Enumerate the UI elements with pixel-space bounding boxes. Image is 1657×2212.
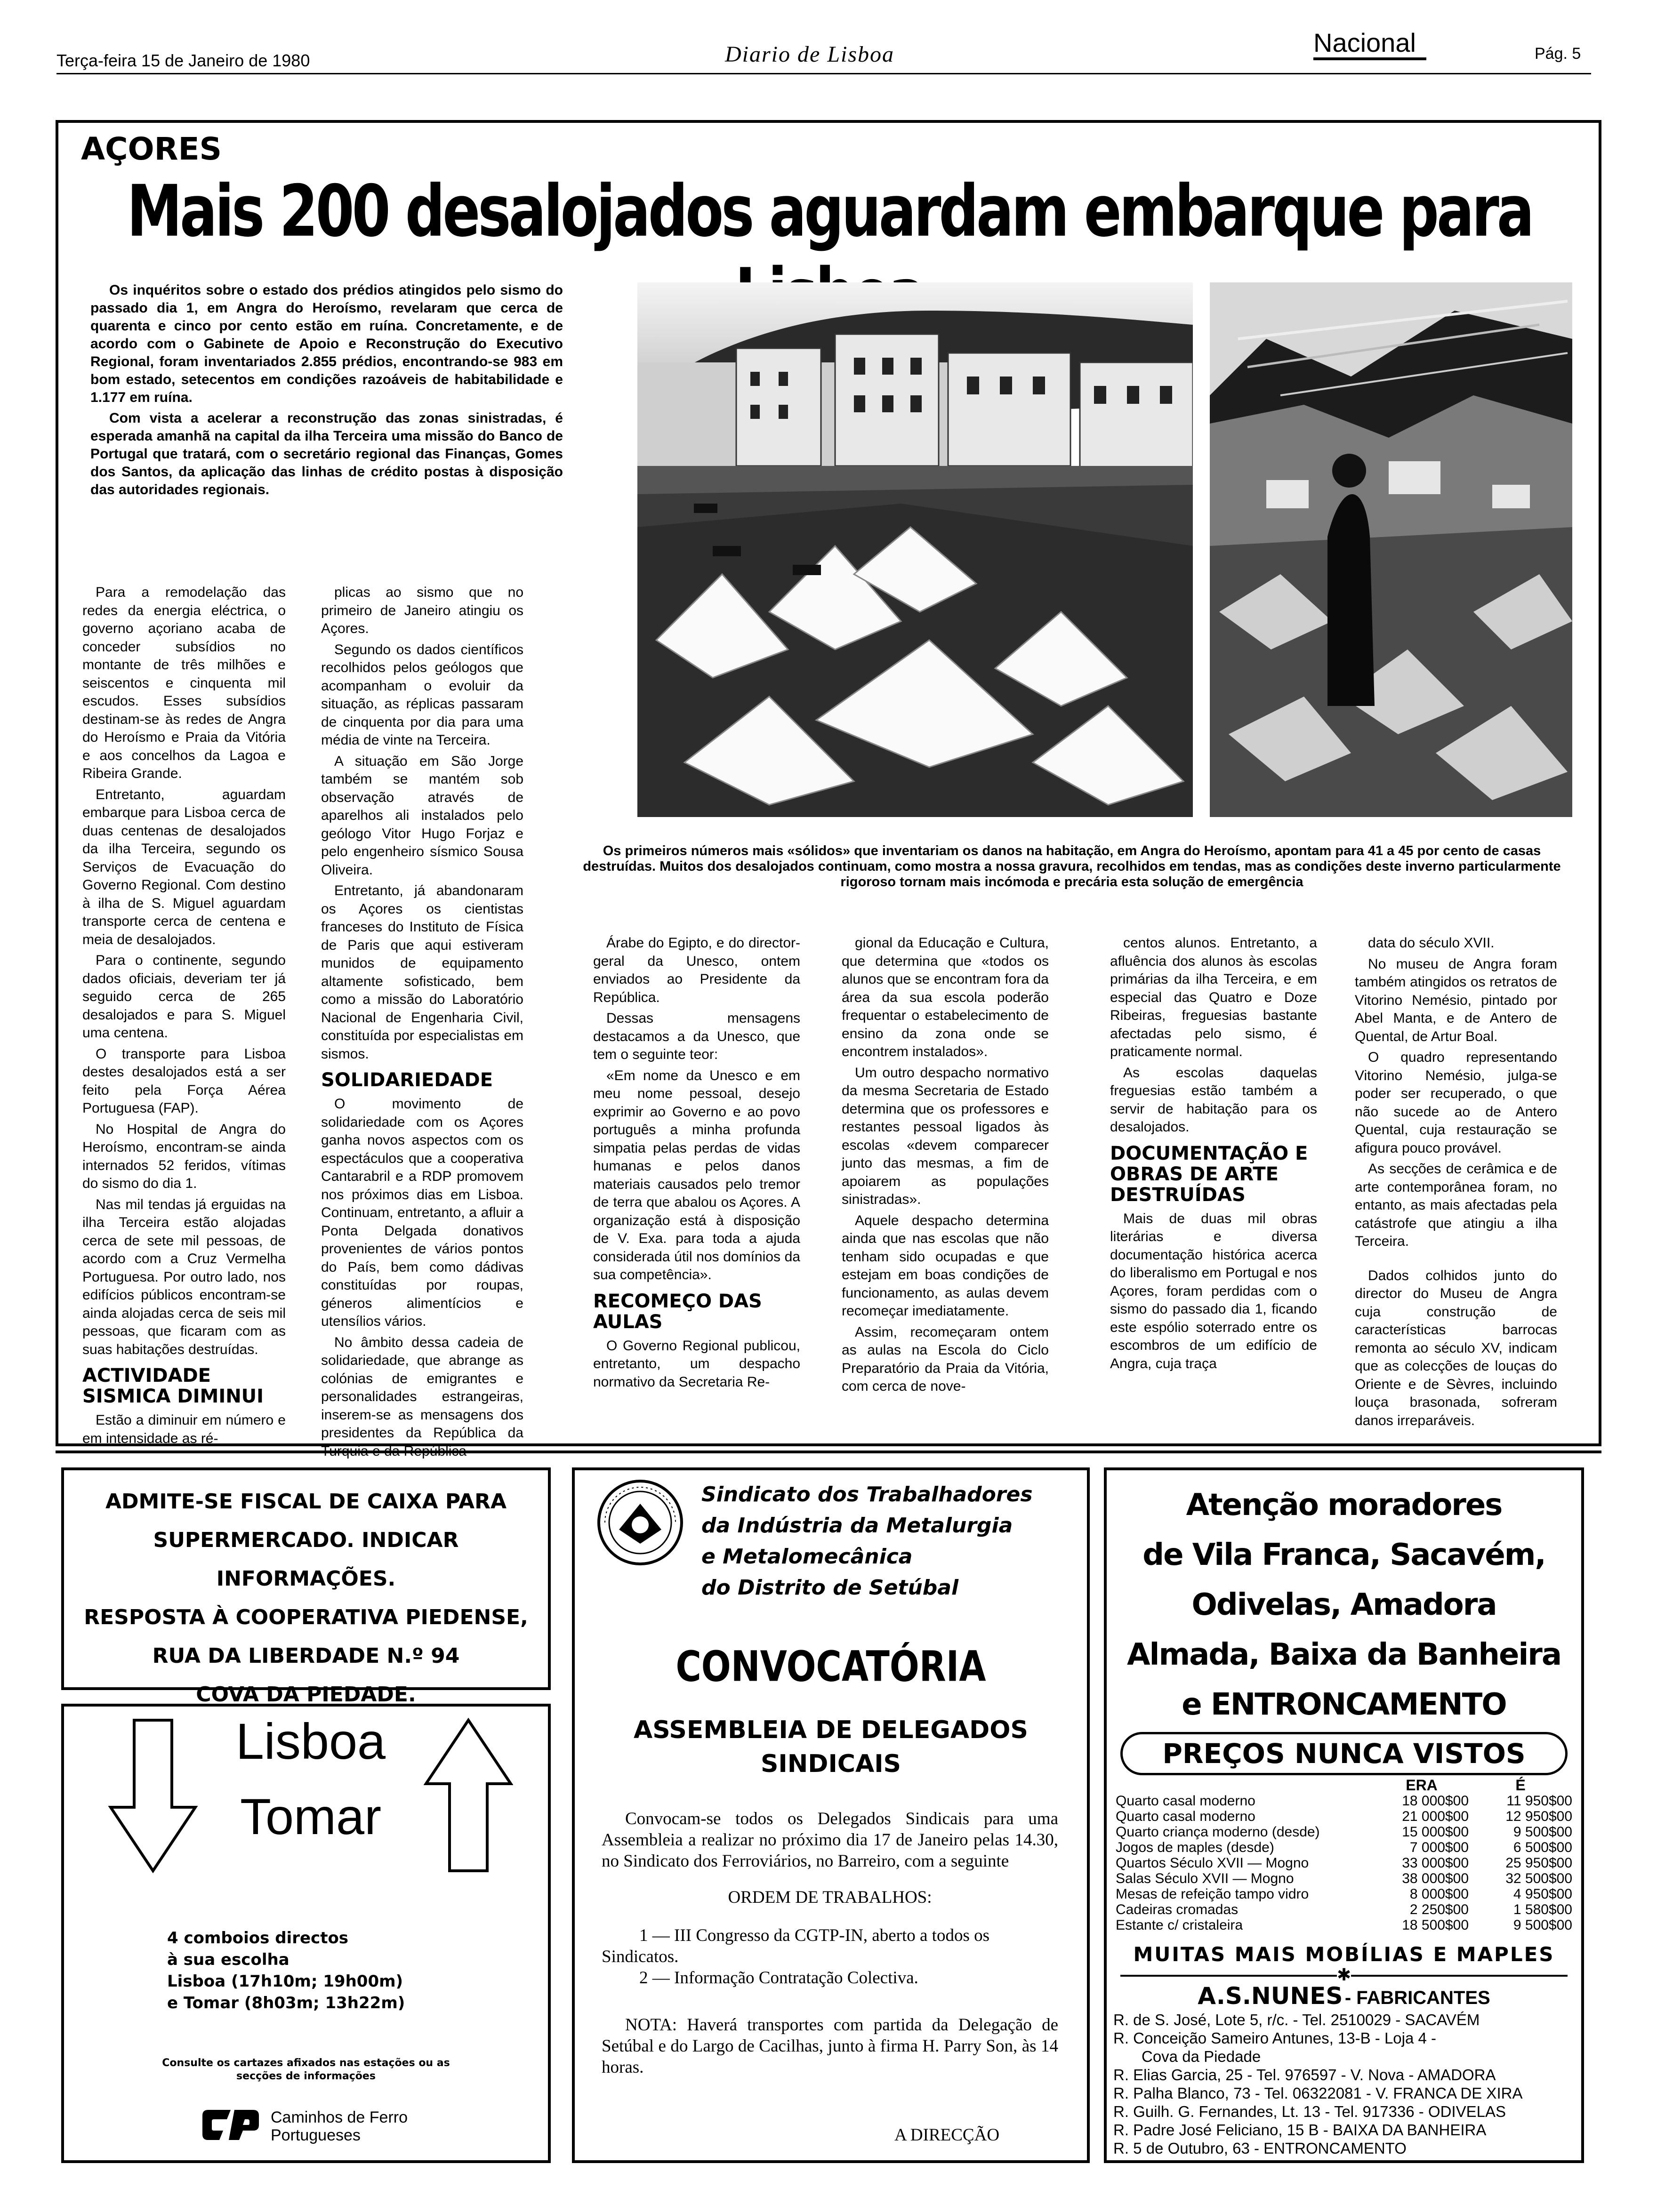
price-list xyxy=(1116,1793,1572,1933)
price-old: 2 250$00 xyxy=(1409,1902,1469,1917)
issue-date: Terça-feira 15 de Janeiro de 1980 xyxy=(56,51,310,70)
page-number: Pág. 5 xyxy=(1535,45,1581,63)
price-new: 9 500$00 xyxy=(1513,1824,1572,1840)
paragraph: O movimento de solidariedade com os Açores ganha novos aspectos com os espectáculos que a cooperativa Cantarabril e a RDP promovem nos próximos dias em Lisboa. Continuam, entretanto, a afluir a Ponta Delgada donativos provenientes de vários pontos do País, bem como dádivas constituídas por roupas, géneros alimentícios e utensílios vários. xyxy=(321,1096,523,1329)
ad-line: SUPERMERCADO. INDICAR INFORMAÇÕES. xyxy=(153,1528,459,1591)
ad-cp-city1: Lisboa xyxy=(235,1713,386,1770)
price-new: 9 500$00 xyxy=(1513,1917,1572,1933)
subheading-solidariedade: SOLIDARIEDADE xyxy=(321,1069,493,1091)
price-row xyxy=(1116,1917,1572,1933)
subheading-recomeco-aulas: RECOMEÇO DAS AULAS xyxy=(593,1290,762,1333)
subheading-actividade-sismica: ACTIVIDADE SISMICA DIMINUI xyxy=(82,1365,264,1407)
org-line: do Distrito de Setúbal xyxy=(701,1576,959,1600)
article-column-6 xyxy=(1355,934,1557,1433)
ad-cp-info-line: Lisboa (17h10m; 19h00m) xyxy=(167,1972,403,1991)
paragraph: Dados colhidos junto do director do Museu de Angra cuja construção de características barrocas remonta ao século XV, indicam que as colecções de louças do Oriente e de Sèvres, incluindo louça brasonada, sofreram danos irreparáveis. xyxy=(1355,1267,1557,1428)
sindicato-emblem-icon xyxy=(595,1478,685,1567)
paragraph: Estão a diminuir em número e em intensidade as ré- xyxy=(82,1412,286,1446)
headline-line: Atenção moradores xyxy=(1186,1488,1502,1523)
price-row xyxy=(1116,1855,1572,1871)
price-row xyxy=(1116,1871,1572,1886)
price-new: 4 950$00 xyxy=(1513,1886,1572,1902)
cp-logo-icon xyxy=(198,2106,264,2144)
paragraph: Para a remodelação das redes da energia eléctrica, o governo açoriano acaba de conceder subsídios no montante de três milhões e seiscentos e cinquenta mil escudos. Esses subsídios destinam-se às redes de Angra do Heroísmo e Praia da Vitória e aos concelhos da Lagoa e Ribeira Grande. xyxy=(82,585,286,781)
ad-cp-info-line: 4 comboios directos xyxy=(167,1929,349,1948)
item-name: Quarto criança moderno (desde) xyxy=(1116,1824,1320,1840)
paragraph: Segundo os dados científicos recolhidos pelos geólogos que acompanham o evoluir da situação, as réplicas passaram de cinquenta por dia para uma média de vinte na Terceira. xyxy=(321,641,523,748)
photo-tents-angra xyxy=(571,282,1193,817)
lead-paragraph: Os inquéritos sobre o estado dos prédios atingidos pelo sismo do passado dia 1, em Angra do Heroísmo, revelaram que cerca de quarenta e cinco por cento estão em ruína. Concretamente, e de acordo com o Gabinete de Apoio e Reconstrução do Executivo Regional, foram inventariados 2.855 prédios, encontrando-se 983 em bom estado, setecentos em condições razoáveis de habitabilidade e 1.177 em ruína. xyxy=(90,282,563,405)
ad-sindicato-item2: 2 — Informação Contratação Colectiva. xyxy=(639,1968,918,1988)
price-old: 7 000$00 xyxy=(1409,1840,1469,1855)
ad-cp-brand xyxy=(271,2108,408,2144)
ad-sindicato-sign: A DIRECÇÃO xyxy=(894,2125,1000,2145)
price-new: 25 950$00 xyxy=(1505,1855,1572,1871)
paragraph: No museu de Angra foram também atingidos os retratos de Vitorino Nemésio, pintado por Abel Manta, e de Antero de Quental, de Artur Boal. xyxy=(1355,956,1557,1044)
lead-paragraph: Com vista a acelerar a reconstrução das zonas sinistradas, é esperada amanhã na capital da ilha Terceira uma missão do Banco de Portugal que tratará, com o secretário regional das Finanças, Gomes dos Santos, da aplicação das linhas de crédito postas à disposição das autoridades regionais. xyxy=(90,410,563,497)
org-line: da Indústria da Metalurgia xyxy=(701,1514,1013,1538)
ad-cp-info-line: e Tomar (8h03m; 13h22m) xyxy=(167,1994,405,2012)
paragraph: Entretanto, já abandonaram os Açores os cientistas franceses do Instituto de Física de Paris que aqui estiveram munidos de equipamento altamente sofisticado, bem como a missão do Laboratório Nacional de Engenharia Civil, constituída por especialistas em sismos. xyxy=(321,883,523,1062)
ad-sindicato-org xyxy=(701,1479,1033,1603)
paragraph: Árabe do Egipto, e do director-geral da Unesco, ontem enviados ao Presidente da República. xyxy=(593,935,800,1005)
article-headline: Mais 200 desalojados aguardam embarque para xyxy=(127,169,1532,253)
price-row xyxy=(1116,1809,1572,1824)
price-table xyxy=(1116,1793,1572,1933)
price-new: 11 950$00 xyxy=(1506,1793,1572,1809)
masthead: Diario de Lisboa xyxy=(725,42,895,67)
headline-line: Almada, Baixa da Banheira xyxy=(1126,1637,1561,1672)
paragraph: plicas ao sismo que no primeiro de Janeiro atingiu os Açores. xyxy=(321,585,523,636)
paragraph: gional da Educação e Cultura, que determina que «todos os alunos que se encontram fora da área da sua escola poderão frequentar o estabelecimento de ensino da zona onde se encontrem instalados». xyxy=(842,935,1049,1059)
paragraph: Para o continente, segundo dados oficiais, deveriam ter já seguido cerca de 265 desalojados e para S. Miguel uma centena. xyxy=(82,953,286,1041)
paragraph: centos alunos. Entretanto, a afluência dos alunos às escolas primárias da ilha Terceira, e em especial das Quatro e Doze Ribeiras, freguesias bastante afectadas pelo sismo, é praticamente normal. xyxy=(1110,935,1317,1059)
ad-sindicato-item1: 1 — III Congresso da CGTP-IN, aberto a todos os Sindicatos. xyxy=(602,1926,989,1966)
price-old: 18 500$00 xyxy=(1402,1917,1469,1933)
org-line: e Metalomecânica xyxy=(701,1545,913,1569)
ad-fiscal-text xyxy=(71,1483,541,1714)
arrow-up-icon xyxy=(424,1718,513,1873)
item-name: Estante c/ cristaleira xyxy=(1116,1917,1243,1933)
star-icon: ✱ xyxy=(1337,1965,1351,1984)
ad-sindicato-ordem: ORDEM DE TRABALHOS: xyxy=(728,1888,932,1907)
address-line: R. Conceição Sameiro Antunes, 13-B - Loja 4 - xyxy=(1113,2029,1437,2047)
paragraph: As escolas daquelas freguesias estão também a servir de habitação para os desalojados. xyxy=(1110,1065,1317,1135)
item-name: Mesas de refeição tampo vidro xyxy=(1116,1886,1309,1902)
article-bottom-rule xyxy=(56,1451,1601,1453)
brand-name: A.S.NUNES xyxy=(1198,1982,1343,2010)
price-row xyxy=(1116,1886,1572,1902)
ad-cp-city2: Tomar xyxy=(240,1788,382,1845)
ad-line: RUA DA LIBERDADE N.º 94 xyxy=(152,1644,460,1668)
address-line: R. Padre José Feliciano, 15 B - BAIXA DA BANHEIRA xyxy=(1113,2121,1487,2139)
paragraph: Entretanto, aguardam embarque para Lisboa cerca de duas centenas de desalojados da ilha Terceira, segundo os Serviços de Evacuação do Governo Regional. Com destino à ilha de S. Miguel aguardam transporte cerca de centena e meia de desalojados. xyxy=(82,786,286,947)
ad-cp-info-line: à sua escolha xyxy=(167,1950,290,1969)
address-line: R. Elias Garcia, 25 - Tel. 976597 - V. Nova - AMADORA xyxy=(1113,2066,1496,2084)
address-line: R. 5 de Outubro, 63 - ENTRONCAMENTO xyxy=(1113,2140,1407,2157)
article-column-5 xyxy=(1110,934,1317,1376)
paragraph: No Hospital de Angra do Heroísmo, encontram-se ainda internados 52 feridos, vítimas do sismo do dia 1. xyxy=(82,1121,286,1191)
ad-nunes-addresses xyxy=(1113,2011,1575,2157)
brand-suffix: - FABRICANTES xyxy=(1344,1988,1490,2008)
ad-sindicato-body: Convocam-se todos os Delegados Sindicais para uma Assembleia a realizar no próximo dia 17 de Janeiro pelas 14.30, no Sindicato dos Ferroviários, no Barreiro, com a seguinte xyxy=(602,1809,1058,1871)
org-line: Sindicato dos Trabalhadores xyxy=(701,1483,1033,1507)
header-rule xyxy=(56,73,1591,74)
ad-sindicato-nota: NOTA: Haverá transportes com partida da Delegação de Setúbal e do Largo de Cacilhas, junto à firma H. Parry Son, às 14 horas. xyxy=(602,2015,1058,2077)
paragraph: Aquele despacho determina ainda que nas escolas que não tenham sido ocupadas e que estejam em boas condições de funcionamento, as aulas devem recomeçar imediatamente. xyxy=(842,1212,1049,1319)
article-column-4 xyxy=(842,934,1049,1399)
item-name: Quarto casal moderno xyxy=(1116,1809,1255,1824)
price-old: 33 000$00 xyxy=(1402,1855,1469,1871)
price-old: 21 000$00 xyxy=(1402,1809,1469,1824)
price-row xyxy=(1116,1902,1572,1917)
address-line: R. Palha Blanco, 73 - Tel. 06322081 - V. FRANCA DE XIRA xyxy=(1113,2084,1523,2102)
ad-cp-brand-line1: Caminhos de Ferro xyxy=(271,2108,408,2126)
paragraph: Nas mil tendas já erguidas na ilha Terceira estão alojadas cerca de sete mil pessoas, de acordo com a Cruz Vermelha Portuguesa. Por outro lado, nos edifícios públicos encontram-se ainda alojadas cerca de seis mil pessoas, que ficaram com as suas habitações destruídas. xyxy=(82,1196,286,1357)
article-kicker: AÇORES xyxy=(81,131,222,167)
paragraph: Um outro despacho normativo da mesma Secretaria de Estado determina que os professores e restantes pessoal ligados às escolas «devem comparecer junto das mesmas, a fim de apoiarem as populações sinistradas». xyxy=(842,1065,1049,1207)
ad-nunes-brand xyxy=(1111,1982,1577,2010)
address-line: Cova da Piedade xyxy=(1142,2048,1261,2065)
item-name: Cadeiras cromadas xyxy=(1116,1902,1239,1917)
ad-sindicato-subtitle xyxy=(584,1713,1078,1781)
ad-sindicato-title: CONVOCATÓRIA xyxy=(676,1643,986,1691)
item-name: Quartos Século XVII — Mogno xyxy=(1116,1855,1309,1871)
price-old: 8 000$00 xyxy=(1409,1886,1469,1902)
ad-cp-note: Consulte os cartazes afixados nas estações ou as secções de informações xyxy=(162,2057,450,2082)
price-old: 18 000$00 xyxy=(1402,1793,1469,1809)
ad-cp-schedule xyxy=(167,1927,405,2014)
article-column-3 xyxy=(593,934,800,1394)
paragraph: A situação em São Jorge também se mantém sob observação através de aparelhos ali instalados pelo geólogo Vitor Hugo Forjaz e pelo engenheiro sísmico Sousa Oliveira. xyxy=(321,753,523,878)
address-line: R. Guilh. G. Fernandes, Lt. 13 - Tel. 917336 - ODIVELAS xyxy=(1113,2103,1506,2120)
col-era-label: ERA xyxy=(1406,1777,1438,1794)
photo-caption: Os primeiros números mais «sólidos» que inventariam os danos na habitação, em Angra do Heroísmo, apontam para 41 a 45 por cento de casas destruídas. Muitos dos desalojados continuam, como mostra a nossa gravura, recolhidos em tendas, mas as condições deste inverno particularmente rigoroso tornam mais incómoda e precária esta solução de emergência xyxy=(583,843,1561,890)
article-column-2 xyxy=(321,584,523,1463)
price-old: 38 000$00 xyxy=(1402,1871,1469,1886)
headline-line: de Vila Franca, Sacavém, xyxy=(1142,1538,1545,1572)
paragraph: O transporte para Lisboa destes desalojados está a ser feito pela Força Aérea Portuguesa (FAP). xyxy=(82,1046,286,1116)
paragraph: Assim, recomeçaram ontem as aulas na Escola do Ciclo Preparatório da Praia da Vitória, com cerca de nove- xyxy=(842,1324,1049,1394)
arrow-down-icon xyxy=(108,1718,198,1873)
photo-ruins xyxy=(1210,282,1572,817)
item-name: Jogos de maples (desde) xyxy=(1116,1840,1274,1855)
article-lead xyxy=(90,281,563,502)
item-name: Salas Século XVII — Mogno xyxy=(1116,1871,1294,1886)
ad-nunes-tagline: MUITAS MAIS MOBÍLIAS E MAPLES xyxy=(1133,1943,1555,1966)
ad-cp-brand-line2: Portugueses xyxy=(271,2126,361,2144)
ad-nunes-headlines xyxy=(1111,1480,1577,1730)
subtitle-line: SINDICAIS xyxy=(760,1750,901,1778)
col-e-label: É xyxy=(1515,1777,1526,1794)
paragraph: data do século XVII. xyxy=(1368,935,1495,951)
ad-line: RESPOSTA À COOPERATIVA PIEDENSE, xyxy=(84,1605,528,1629)
price-new: 6 500$00 xyxy=(1513,1840,1572,1855)
subtitle-line: ASSEMBLEIA DE DELEGADOS xyxy=(634,1716,1028,1744)
article-column-1 xyxy=(82,584,286,1451)
price-new: 12 950$00 xyxy=(1505,1809,1572,1824)
section-name: Nacional xyxy=(1313,28,1416,57)
item-name: Quarto casal moderno xyxy=(1116,1793,1255,1809)
paragraph: O Governo Regional publicou, entretanto, um despacho normativo da Secretaria Re- xyxy=(593,1338,800,1390)
paragraph: No âmbito dessa cadeia de solidariedade, que abrange as colónias de emigrantes e personalidades estrangeiras, inserem-se as mensagens dos presidentes da República da xyxy=(321,1334,523,1441)
price-row xyxy=(1116,1793,1572,1809)
paragraph: Dessas mensagens destacamos a da Unesco, que tem o seguinte teor: xyxy=(593,1010,800,1062)
section-underline xyxy=(1313,57,1426,60)
price-old: 15 000$00 xyxy=(1402,1824,1469,1840)
headline-line: Odivelas, Amadora xyxy=(1191,1587,1496,1622)
ad-line: ADMITE-SE FISCAL DE CAIXA PARA xyxy=(105,1490,507,1514)
price-new: 1 580$00 xyxy=(1513,1902,1572,1917)
price-row xyxy=(1116,1840,1572,1855)
headline-line: e ENTRONCAMENTO xyxy=(1182,1687,1506,1722)
paragraph: «Em nome da Unesco e em meu nome pessoal, desejo exprimir ao Governo e ao povo português a minha profunda simpatia pelas perdas de vidas humanas e pelos danos materiais causados pelo tremor de terra que abalou os Açores. A organização está à disposição de V. Exa. para toda a ajuda considerada útil nos domínios da sua competência». xyxy=(593,1067,800,1282)
price-new: 32 500$00 xyxy=(1505,1871,1572,1886)
address-line: R. de S. José, Lote 5, r/c. - Tel. 2510029 - SACAVÉM xyxy=(1113,2011,1480,2028)
ad-line: COVA DA PIEDADE. xyxy=(196,1683,416,1707)
ad-nunes-banner: PREÇOS NUNCA VISTOS xyxy=(1120,1732,1568,1775)
subheading-documentacao: DOCUMENTAÇÃO E OBRAS DE ARTE DESTRUÍDAS xyxy=(1110,1142,1308,1206)
paragraph: As secções de cerâmica e de arte contemporânea foram, no entanto, as mais afectadas pela catástrofe que atingiu a ilha Terceira. xyxy=(1355,1161,1557,1249)
price-row xyxy=(1116,1824,1572,1840)
paragraph: O quadro representando Vitorino Nemésio, julga-se poder ser recuperado, o que não sucede ao de Antero Quental, cuja restauração se afigura pouco provável. xyxy=(1355,1050,1557,1156)
paragraph: Mais de duas mil obras literárias e diversa documentação histórica acerca do liberalismo em Portugal e nos Açores, foram perdidas com o sismo do passado dia 1, ficando este espólio soterrado entre os escombros de um edifício de Angra, cuja traça xyxy=(1110,1210,1317,1371)
